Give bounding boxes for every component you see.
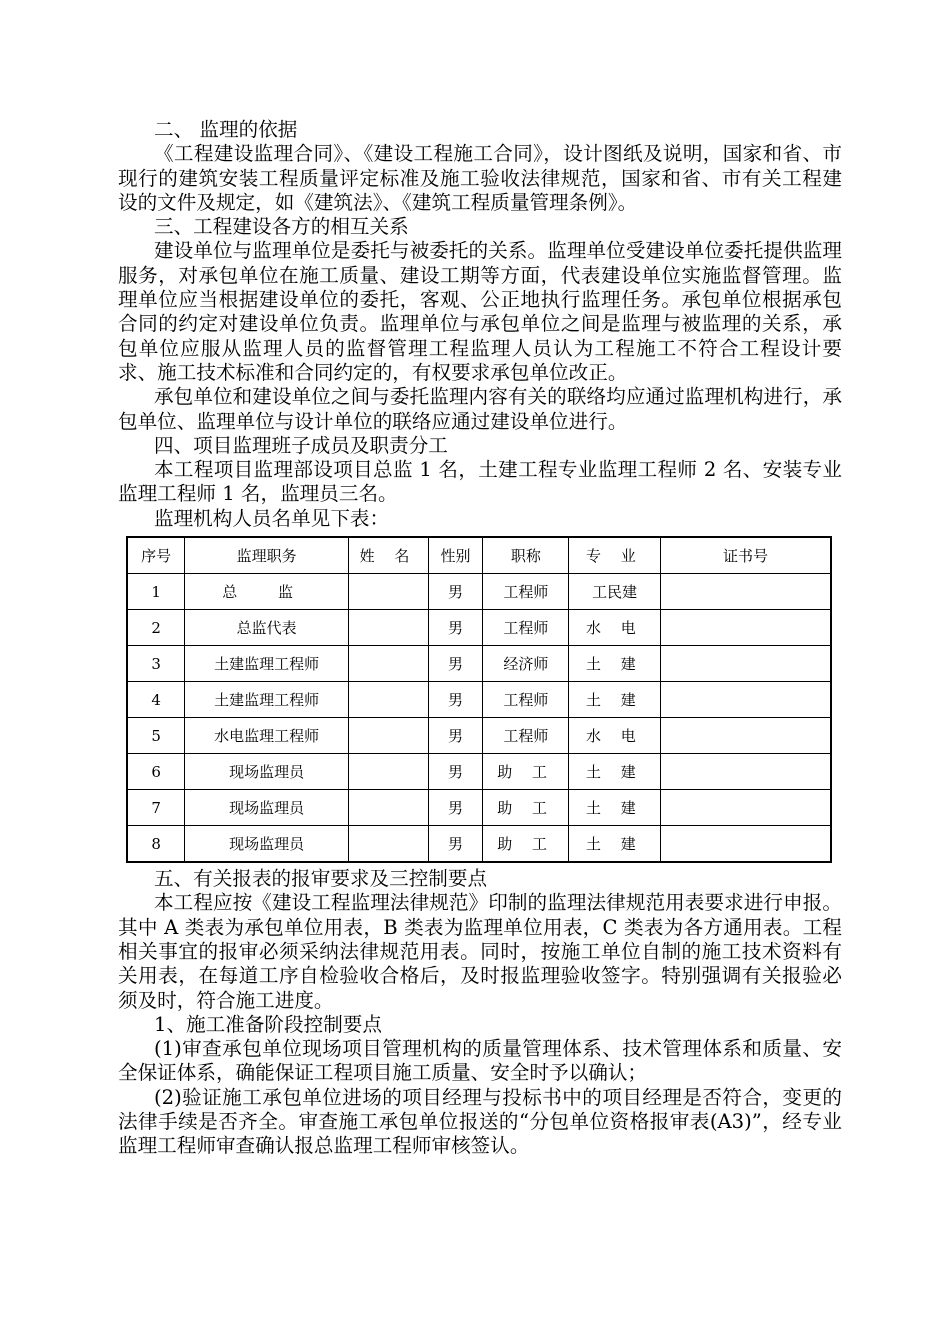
header-role: 监理职务: [185, 537, 349, 574]
cell-cert: [661, 718, 832, 754]
cell-gender: 男: [428, 610, 483, 646]
cell-major: 土 建: [569, 646, 661, 682]
cell-title: 助 工: [483, 754, 569, 790]
cell-name: [348, 790, 428, 826]
table-row: [127, 682, 831, 718]
cell-role: 现场监理员: [185, 754, 349, 790]
section-3-paragraph-2: 承包单位和建设单位之间与委托监理内容有关的联络均应通过监理机构进行，承包单位、监理单位与设计单位的联络应通过建设单位进行。: [118, 385, 842, 433]
cell-role: 现场监理员: [185, 826, 349, 863]
cell-major: 工民建: [569, 574, 661, 610]
cell-no: 3: [127, 646, 185, 682]
section-5-heading: 五、有关报表的报审要求及三控制要点: [154, 867, 488, 891]
header-name: 姓 名: [348, 537, 428, 574]
cell-title: 经济师: [483, 646, 569, 682]
cell-role: 土建监理工程师: [185, 646, 349, 682]
cell-name: [348, 718, 428, 754]
cell-role: 土建监理工程师: [185, 682, 349, 718]
section-5-1-item-1: (1)审查承包单位现场项目管理机构的质量管理体系、技术管理体系和质量、安全保证体系，确能保证工程项目施工质量、安全时予以确认；: [118, 1037, 842, 1085]
cell-role: 现场监理员: [185, 790, 349, 826]
cell-cert: [661, 574, 832, 610]
table-row: [127, 718, 831, 754]
cell-name: [348, 610, 428, 646]
document-page: [118, 118, 842, 1159]
staff-table: [126, 536, 832, 863]
section-2-paragraph: 《工程建设监理合同》、《建设工程施工合同》，设计图纸及说明，国家和省、市现行的建筑安装工程质量评定标准及施工验收法律规范，国家和省、市有关工程建设的文件及规定，如《建筑法》、《建筑工程质量管理条例》。: [118, 142, 842, 214]
cell-cert: [661, 754, 832, 790]
cell-title: 工程师: [483, 574, 569, 610]
header-major: 专 业: [569, 537, 661, 574]
cell-role: 总 监: [185, 574, 349, 610]
table-header-row: [127, 537, 831, 574]
cell-no: 6: [127, 754, 185, 790]
cell-name: [348, 574, 428, 610]
cell-name: [348, 754, 428, 790]
cell-name: [348, 646, 428, 682]
header-cert: 证书号: [661, 537, 832, 574]
table-row: [127, 646, 831, 682]
cell-cert: [661, 610, 832, 646]
section-2-heading: 二、 监理的依据: [154, 118, 298, 141]
cell-title: 助 工: [483, 790, 569, 826]
section-3-heading: 三、工程建设各方的相互关系: [154, 215, 409, 239]
cell-no: 8: [127, 826, 185, 863]
cell-name: [348, 682, 428, 718]
table-row: [127, 790, 831, 826]
header-no: 序号: [127, 537, 185, 574]
cell-gender: 男: [428, 574, 483, 610]
cell-gender: 男: [428, 718, 483, 754]
cell-gender: 男: [428, 754, 483, 790]
section-5-1-item-2: (2)验证施工承包单位进场的项目经理与投标书中的项目经理是否符合，变更的法律手续是否齐全。审查施工承包单位报送的“分包单位资格报审表(A3)”，经专业监理工程师审查确认报总监理工程师审核签认。: [118, 1085, 842, 1158]
cell-cert: [661, 790, 832, 826]
section-4-heading: 四、项目监理班子成员及职责分工: [154, 433, 448, 457]
cell-name: [348, 826, 428, 863]
cell-no: 4: [127, 682, 185, 718]
table-row: [127, 826, 831, 863]
cell-major: 水 电: [569, 718, 661, 754]
table-row: [127, 610, 831, 646]
cell-no: 1: [127, 574, 185, 610]
cell-role: 水电监理工程师: [185, 718, 349, 754]
cell-major: 土 建: [569, 682, 661, 718]
cell-gender: 男: [428, 790, 483, 826]
section-4-paragraph-1: 本工程项目监理部设项目总监 1 名，土建工程专业监理工程师 2 名、安装专业监理工程师 1 名，监理员三名。: [118, 458, 842, 506]
cell-major: 土 建: [569, 754, 661, 790]
section-3-paragraph-1: 建设单位与监理单位是委托与被委托的关系。监理单位受建设单位委托提供监理服务，对承包单位在施工质量、建设工期等方面，代表建设单位实施监督管理。监理单位应当根据建设单位的委托，客观、公正地执行监理任务。承包单位根据承包合同的约定对建设单位负责。监理单位与承包单位之间是监理与被监理的关系，承包单位应服从监理人员的监督管理工程监理人员认为工程施工不符合工程设计要求、施工技术标准和合同约定的，有权要求承包单位改正。: [118, 239, 842, 384]
cell-title: 助 工: [483, 826, 569, 863]
cell-cert: [661, 682, 832, 718]
cell-major: 土 建: [569, 790, 661, 826]
cell-title: 工程师: [483, 682, 569, 718]
cell-no: 7: [127, 790, 185, 826]
table-row: [127, 574, 831, 610]
table-row: [127, 754, 831, 790]
section-5-paragraph: 本工程应按《建设工程监理法律规范》印制的监理法律规范用表要求进行申报。其中 A 类表为承包单位用表，B 类表为监理单位用表，C 类表为各方通用表。工程相关事宜的报审必须采纳法律规范用表。同时，按施工单位自制的施工技术资料有关用表，在每道工序自检验收合格后，及时报监理验收签字。特别强调有关报验必须及时，符合施工进度。: [118, 891, 842, 1012]
cell-major: 土 建: [569, 826, 661, 863]
cell-major: 水 电: [569, 610, 661, 646]
section-4-paragraph-2: 监理机构人员名单见下表：: [154, 506, 390, 530]
cell-role: 总监代表: [185, 610, 349, 646]
cell-cert: [661, 826, 832, 863]
cell-title: 工程师: [483, 718, 569, 754]
cell-gender: 男: [428, 826, 483, 863]
header-title: 职称: [483, 537, 569, 574]
cell-gender: 男: [428, 682, 483, 718]
cell-title: 工程师: [483, 610, 569, 646]
cell-no: 5: [127, 718, 185, 754]
cell-gender: 男: [428, 646, 483, 682]
header-gender: 性别: [428, 537, 483, 574]
cell-no: 2: [127, 610, 185, 646]
cell-cert: [661, 646, 832, 682]
section-5-1-heading: 1、施工准备阶段控制要点: [154, 1012, 382, 1036]
